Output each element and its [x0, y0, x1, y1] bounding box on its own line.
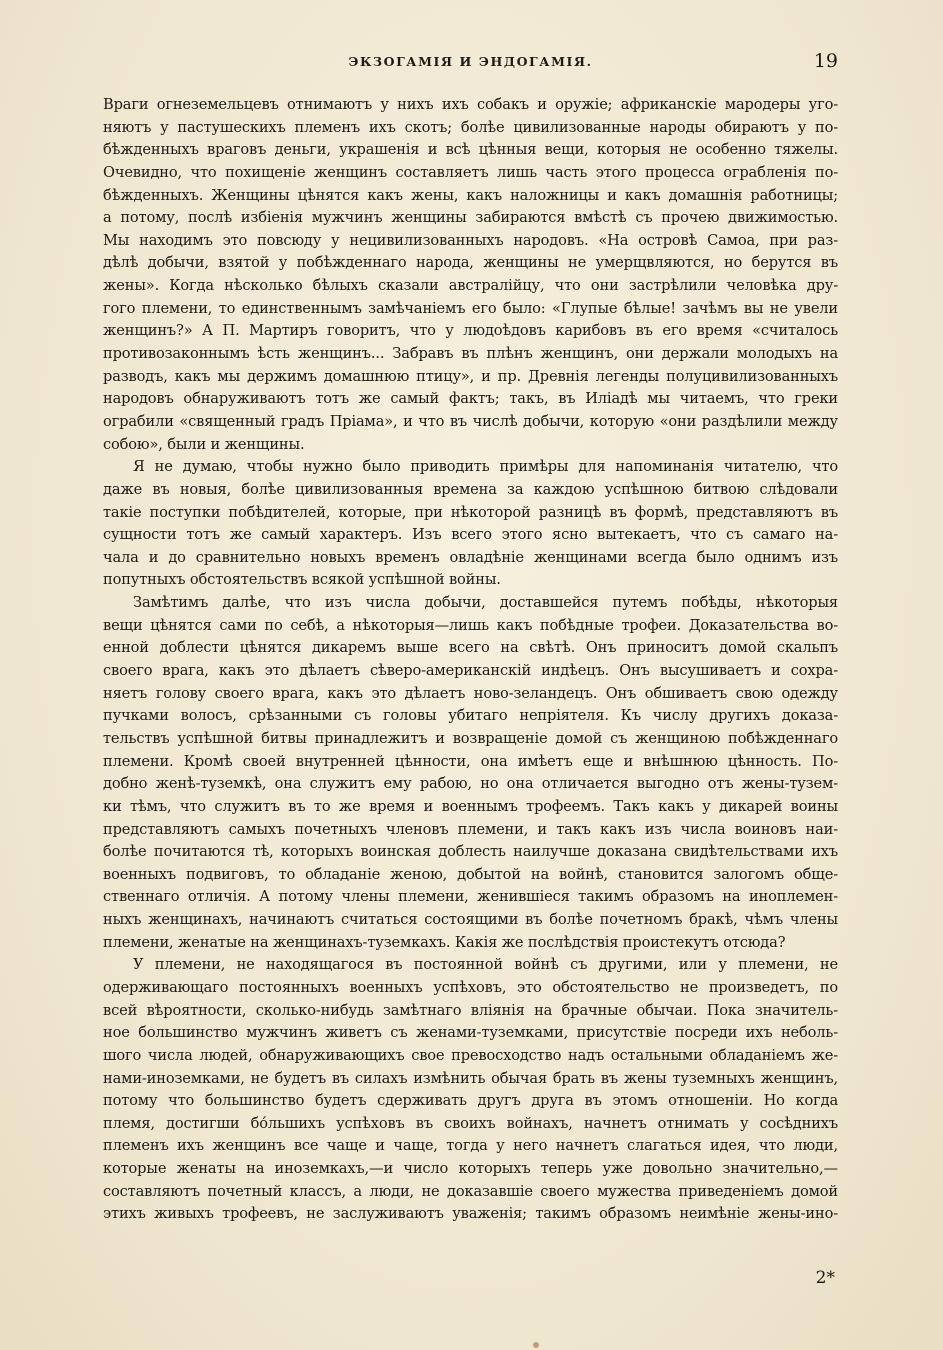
text-line: попутныхъ обстоятельствъ всякой успѣшной войны. — [103, 571, 501, 589]
text-line: одерживающаго постоянныхъ военныхъ успѣховъ, это обстоятельство не произведетъ, по — [103, 978, 838, 996]
text-line: народовъ обнаруживаютъ тотъ же самый фактъ; такъ, въ Иліадѣ мы читаемъ, что греки — [103, 390, 838, 408]
text-line: бѣжденныхъ. Женщины цѣнятся какъ жены, какъ наложницы и какъ домашнія работницы; — [103, 186, 838, 204]
text-line: этихъ живыхъ трофеевъ, не заслуживаютъ уваженія; такимъ образомъ неимѣніе жены-ино- — [103, 1205, 838, 1223]
text-line: ственнаго отличія. А потому члены племени, женившіеся такимъ образомъ на иноплемен- — [103, 888, 838, 906]
text-line: вещи цѣнятся сами по себѣ, а нѣкоторыя—лишь какъ побѣдные трофеи. Доказательства во- — [103, 616, 838, 634]
text-line: племени, женатые на женщинахъ-туземкахъ. Какія же послѣдствія проистекутъ отсюда? — [103, 933, 786, 951]
text-line: представляютъ самыхъ почетныхъ членовъ племени, и такъ какъ изъ числа воиновъ наи- — [103, 820, 838, 838]
text-line: гого племени, то единственнымъ замѣчаніемъ его было: «Глупые бѣлые! зачѣмъ вы не увели — [103, 299, 838, 317]
text-line: такіе поступки побѣдителей, которые, при нѣкоторой разницѣ въ формѣ, представляютъ въ — [103, 503, 838, 521]
text-line: енной доблести цѣнятся дикаремъ выше всего на свѣтѣ. Онъ приноситъ домой скальпъ — [103, 639, 838, 657]
text-line: шого числа людей, обнаруживающихъ свое превосходство надъ остальными обладаніемъ же- — [103, 1046, 838, 1064]
text-line: составляютъ почетный классъ, а люди, не доказавшіе своего мужества приведеніемъ домой — [103, 1182, 838, 1200]
text-line: ки тѣмъ, что служитъ въ то же время и военнымъ трофеемъ. Такъ какъ у дикарей воины — [103, 797, 838, 815]
text-line: Враги огнеземельцевъ отнимаютъ у нихъ ихъ собакъ и оружіе; африканскіе мародеры уго- — [103, 96, 838, 113]
text-line: жены». Когда нѣсколько бѣлыхъ сказали австралійцу, что они застрѣлили человѣка дру- — [103, 277, 838, 295]
text-line: пучками волосъ, срѣзанными съ головы убитаго непріятеля. Къ числу другихъ доказа- — [103, 707, 838, 725]
text-line: Мы находимъ это повсюду у нецивилизованныхъ народовъ. «На островѣ Самоа, при раз- — [103, 231, 838, 249]
text-line: ныхъ женщинахъ, начинаютъ считаться состоящими въ болѣе почетномъ бракѣ, чѣмъ члены — [103, 911, 838, 929]
text-line: ограбили «священный градъ Пріама», и что въ числѣ добычи, которую «они раздѣлили между — [103, 412, 838, 430]
text-line: всей вѣроятности, сколько-нибудь замѣтнаго вліянія на брачные обычаи. Пока значитель- — [103, 1001, 838, 1019]
text-line: У племени, не находящагося въ постоянной войнѣ съ другими, или у племени, не — [133, 956, 838, 974]
text-line: ное большинство мужчинъ живетъ съ женами-туземками, присутствіе посреди ихъ неболь- — [103, 1024, 838, 1042]
text-line: сущности тотъ же самый характеръ. Изъ всего этого ясно вытекаетъ, что съ самаго на- — [103, 526, 838, 544]
text-line: а потому, послѣ избіенія мужчинъ женщины забираются вмѣстѣ съ прочею движимостью. — [103, 209, 838, 227]
printer-signature-mark: 2* — [815, 1268, 835, 1288]
text-line: Очевидно, что похищеніе женщинъ составляетъ лишь часть этого процесса ограбленія по- — [103, 163, 838, 181]
text-line: болѣе почитаются тѣ, которыхъ воинская доблесть наилучше доказана свидѣтельствами ихъ — [103, 843, 838, 861]
text-line: чала и до сравнительно новыхъ временъ овладѣніе женщинами всегда было однимъ изъ — [103, 548, 838, 566]
page-header — [103, 50, 838, 72]
text-line: потому что большинство будетъ сдерживать другъ друга въ этомъ отношеніи. Но когда — [103, 1092, 838, 1110]
text-line: няютъ у пастушескихъ племенъ ихъ скотъ; болѣе цивилизованные народы обираютъ у по- — [103, 118, 838, 136]
text-line: няетъ голову своего врага, какъ это дѣлаетъ ново-зеландецъ. Онъ обшиваетъ свою одежду — [103, 684, 838, 702]
text-line: которые женаты на иноземкахъ,—и число которыхъ теперь уже довольно значительно,— — [103, 1160, 838, 1178]
text-line: племени. Кромѣ своей внутренней цѣнности, она имѣетъ еще и внѣшнюю цѣнность. По- — [103, 752, 838, 770]
page-number: 19 — [813, 50, 838, 72]
binding-hole-mark — [533, 1342, 539, 1348]
text-line: нами-иноземками, не будетъ въ силахъ измѣнить обычая брать въ жены туземныхъ женщинъ, — [103, 1069, 838, 1087]
text-line: племенъ ихъ женщинъ все чаще и чаще, тогда у него начнетъ слагаться идея, что люди, — [103, 1137, 838, 1155]
text-line: Я не думаю, чтобы нужно было приводить примѣры для напоминанія читателю, что — [133, 458, 838, 476]
running-title: ЭКЗОГАМІЯ И ЭНДОГАМІЯ. — [348, 54, 593, 69]
text-line: собою», были и женщины. — [103, 435, 305, 453]
text-line: Замѣтимъ далѣе, что изъ числа добычи, доставшейся путемъ побѣды, нѣкоторыя — [133, 594, 838, 612]
text-line: своего врага, какъ это дѣлаетъ сѣверо-американскій индѣецъ. Онъ высушиваетъ и сохра- — [103, 662, 838, 680]
text-line: тельствъ успѣшной битвы принадлежитъ и возвращеніе домой съ женщиною побѣжденнаго — [103, 729, 838, 747]
text-line: племя, достигши бо́льшихъ успѣховъ въ своихъ войнахъ, начнетъ отнимать у сосѣднихъ — [103, 1114, 838, 1132]
text-line: противозаконнымъ ѣсть женщинъ... Забравъ въ плѣнъ женщинъ, они держали молодыхъ на — [103, 345, 838, 363]
text-line: женщинъ?» А П. Мартиръ говоритъ, что у людоѣдовъ карибовъ въ его время «считалось — [103, 322, 838, 340]
text-line: дѣлѣ добычи, взятой у побѣжденнаго народа, женщины не умерщвляются, но берутся въ — [103, 254, 838, 272]
text-line: военныхъ подвиговъ, то обладаніе женою, добытой на войнѣ, становится залогомъ обще- — [103, 865, 838, 883]
text-line: бѣжденныхъ враговъ деньги, украшенія и всѣ цѣнныя вещи, которыя не особенно тяжелы. — [103, 141, 838, 159]
text-line: разводъ, какъ мы держимъ домашнюю птицу», и пр. Древнія легенды полуцивилизованныхъ — [103, 367, 838, 385]
body-text — [103, 94, 838, 1226]
text-line: добно женѣ-туземкѣ, она служитъ ему рабою, но она отличается выгодно отъ жены-тузем- — [103, 775, 838, 793]
text-line: даже въ новыя, болѣе цивилизованныя времена за каждою успѣшною битвою слѣдовали — [103, 480, 838, 498]
